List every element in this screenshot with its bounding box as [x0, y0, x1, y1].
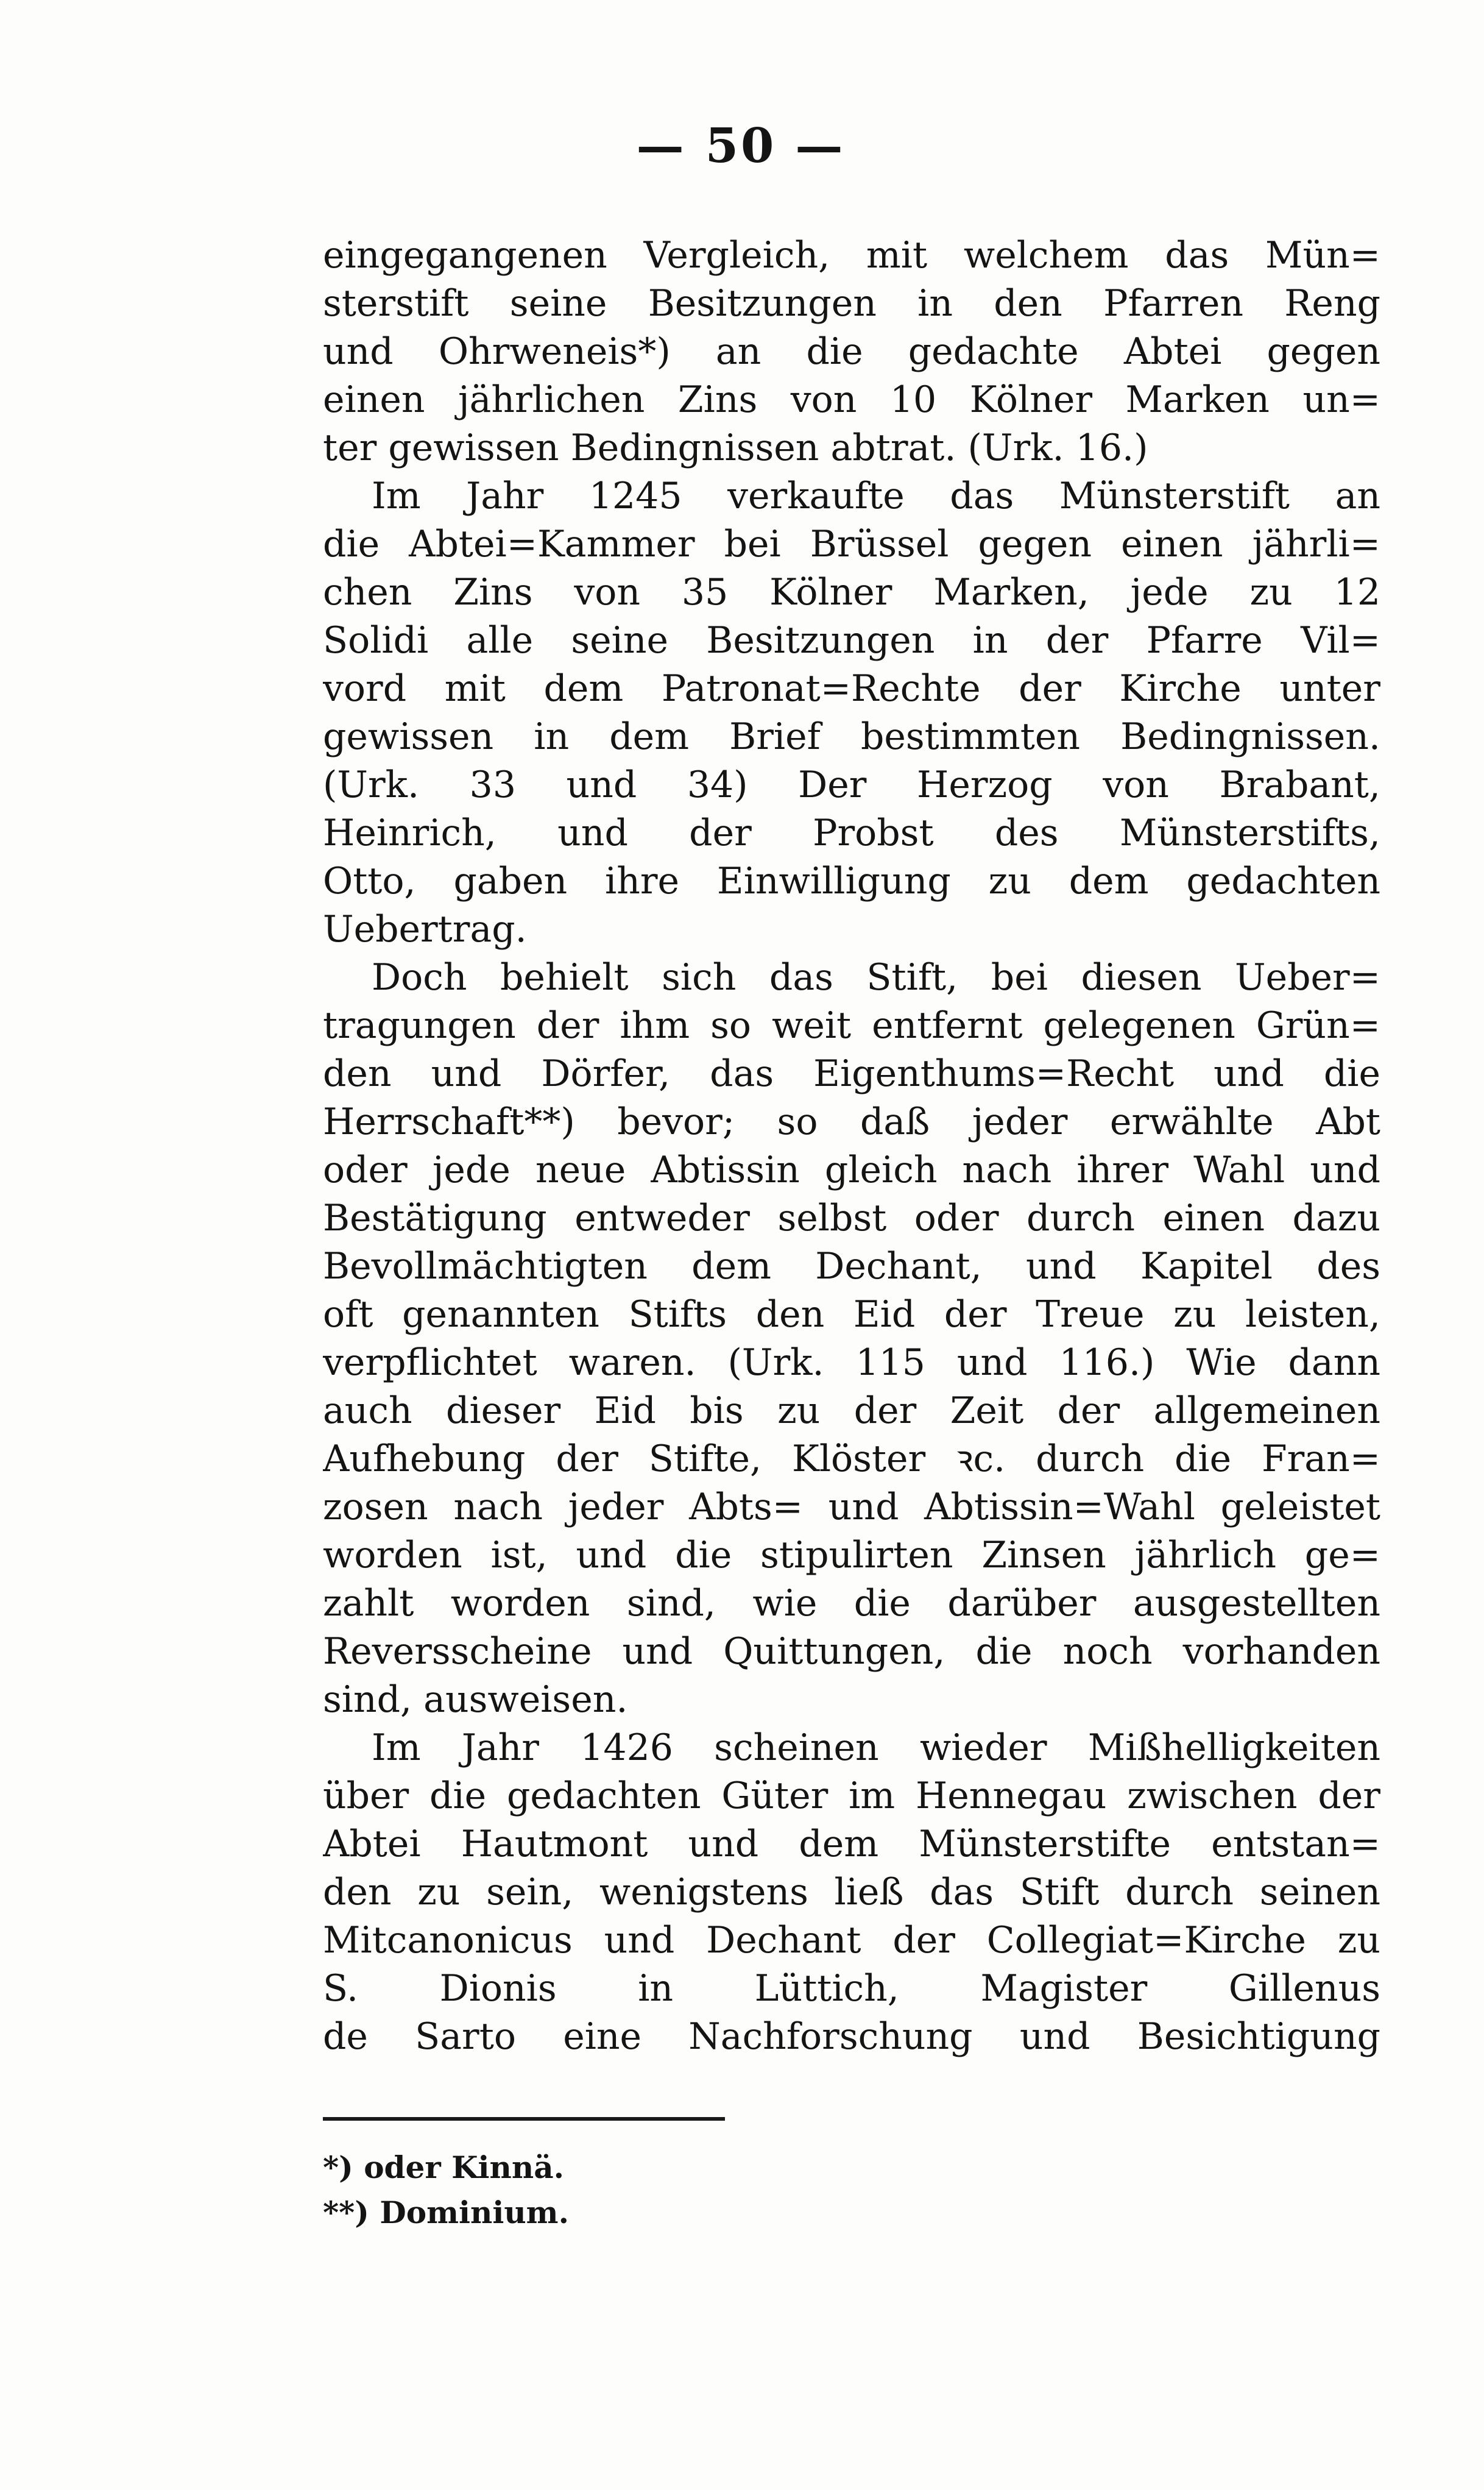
footnotes [323, 2145, 1359, 2235]
text-line: S. Dionis in Lüttich, Magister Gillenus [323, 1967, 1380, 2010]
text-line: eingegangenen Vergleich, mit welchem das Mün= [323, 234, 1380, 277]
paragraph-start-line: Doch behielt sich das Stift, bei diesen Ueber= [372, 956, 1380, 999]
text-line: Aufhebung der Stifte, Klöster ꝛc. durch die Fran= [323, 1438, 1380, 1480]
text-line: Uebertrag. [323, 908, 527, 951]
page-number: — 50 — [636, 118, 846, 174]
text-line: Herrschaft**) bevor; so daß jeder erwählte Abt [323, 1101, 1380, 1143]
text-line: de Sarto eine Nachforschung und Besichtigung [323, 2015, 1380, 2058]
text-line: zosen nach jeder Abts= und Abtissin=Wahl geleistet [323, 1486, 1380, 1528]
text-line: ter gewissen Bedingnissen abtrat. (Urk. 16.) [323, 427, 1148, 469]
text-line: über die gedachten Güter im Hennegau zwischen der [323, 1775, 1380, 1817]
text-line: worden ist, und die stipulirten Zinsen jährlich ge= [323, 1534, 1380, 1577]
paragraph-start-line: Im Jahr 1245 verkaufte das Münsterstift an [372, 475, 1380, 517]
text-line: den zu sein, wenigstens ließ das Stift durch seinen [323, 1871, 1380, 1914]
text-line: verpflichtet waren. (Urk. 115 und 116.) Wie dann [323, 1341, 1380, 1384]
text-line: Mitcanonicus und Dechant der Collegiat=Kirche zu [323, 1919, 1380, 1962]
text-line: Otto, gaben ihre Einwilligung zu dem gedachten [323, 860, 1380, 903]
text-line: die Abtei=Kammer bei Brüssel gegen einen jährli= [323, 523, 1380, 566]
text-line: oft genannten Stifts den Eid der Treue zu leisten, [323, 1293, 1380, 1336]
paragraph-start-line: Im Jahr 1426 scheinen wieder Mißhelligkeiten [372, 1726, 1380, 1769]
text-line: chen Zins von 35 Kölner Marken, jede zu 12 [323, 571, 1380, 614]
footnote: **) Dominium. [323, 2194, 569, 2230]
text-line: den und Dörfer, das Eigenthums=Recht und die [323, 1052, 1380, 1095]
text-line: gewissen in dem Brief bestimmten Bedingnissen. [323, 715, 1380, 758]
text-line: einen jährlichen Zins von 10 Kölner Marken un= [323, 378, 1380, 421]
text-line: zahlt worden sind, wie die darüber ausgestellten [323, 1582, 1380, 1625]
footnote: *) oder Kinnä. [323, 2149, 565, 2185]
text-line: Bevollmächtigten dem Dechant, und Kapitel des [323, 1245, 1380, 1288]
footnote-divider [323, 2117, 725, 2121]
text-line: sind, ausweisen. [323, 1678, 628, 1721]
text-line: tragungen der ihm so weit entfernt gelegenen Grün= [323, 1004, 1380, 1047]
text-line: (Urk. 33 und 34) Der Herzog von Brabant, [323, 764, 1380, 806]
text-line: und Ohrweneis*) an die gedachte Abtei gegen [323, 330, 1380, 373]
body-text [323, 232, 1380, 2061]
text-line: auch dieser Eid bis zu der Zeit der allgemeinen [323, 1389, 1380, 1432]
text-line: sterstift seine Besitzungen in den Pfarren Reng [323, 282, 1380, 325]
text-line: vord mit dem Patronat=Rechte der Kirche unter [323, 667, 1380, 710]
text-line: Heinrich, und der Probst des Münsterstifts, [323, 812, 1380, 854]
text-line: Reversscheine und Quittungen, die noch vorhanden [323, 1630, 1380, 1673]
text-line: Bestätigung entweder selbst oder durch einen dazu [323, 1197, 1380, 1240]
text-line: Solidi alle seine Besitzungen in der Pfarre Vil= [323, 619, 1380, 662]
text-line: oder jede neue Abtissin gleich nach ihrer Wahl und [323, 1149, 1380, 1191]
text-line: Abtei Hautmont und dem Münsterstifte entstan= [323, 1823, 1380, 1865]
